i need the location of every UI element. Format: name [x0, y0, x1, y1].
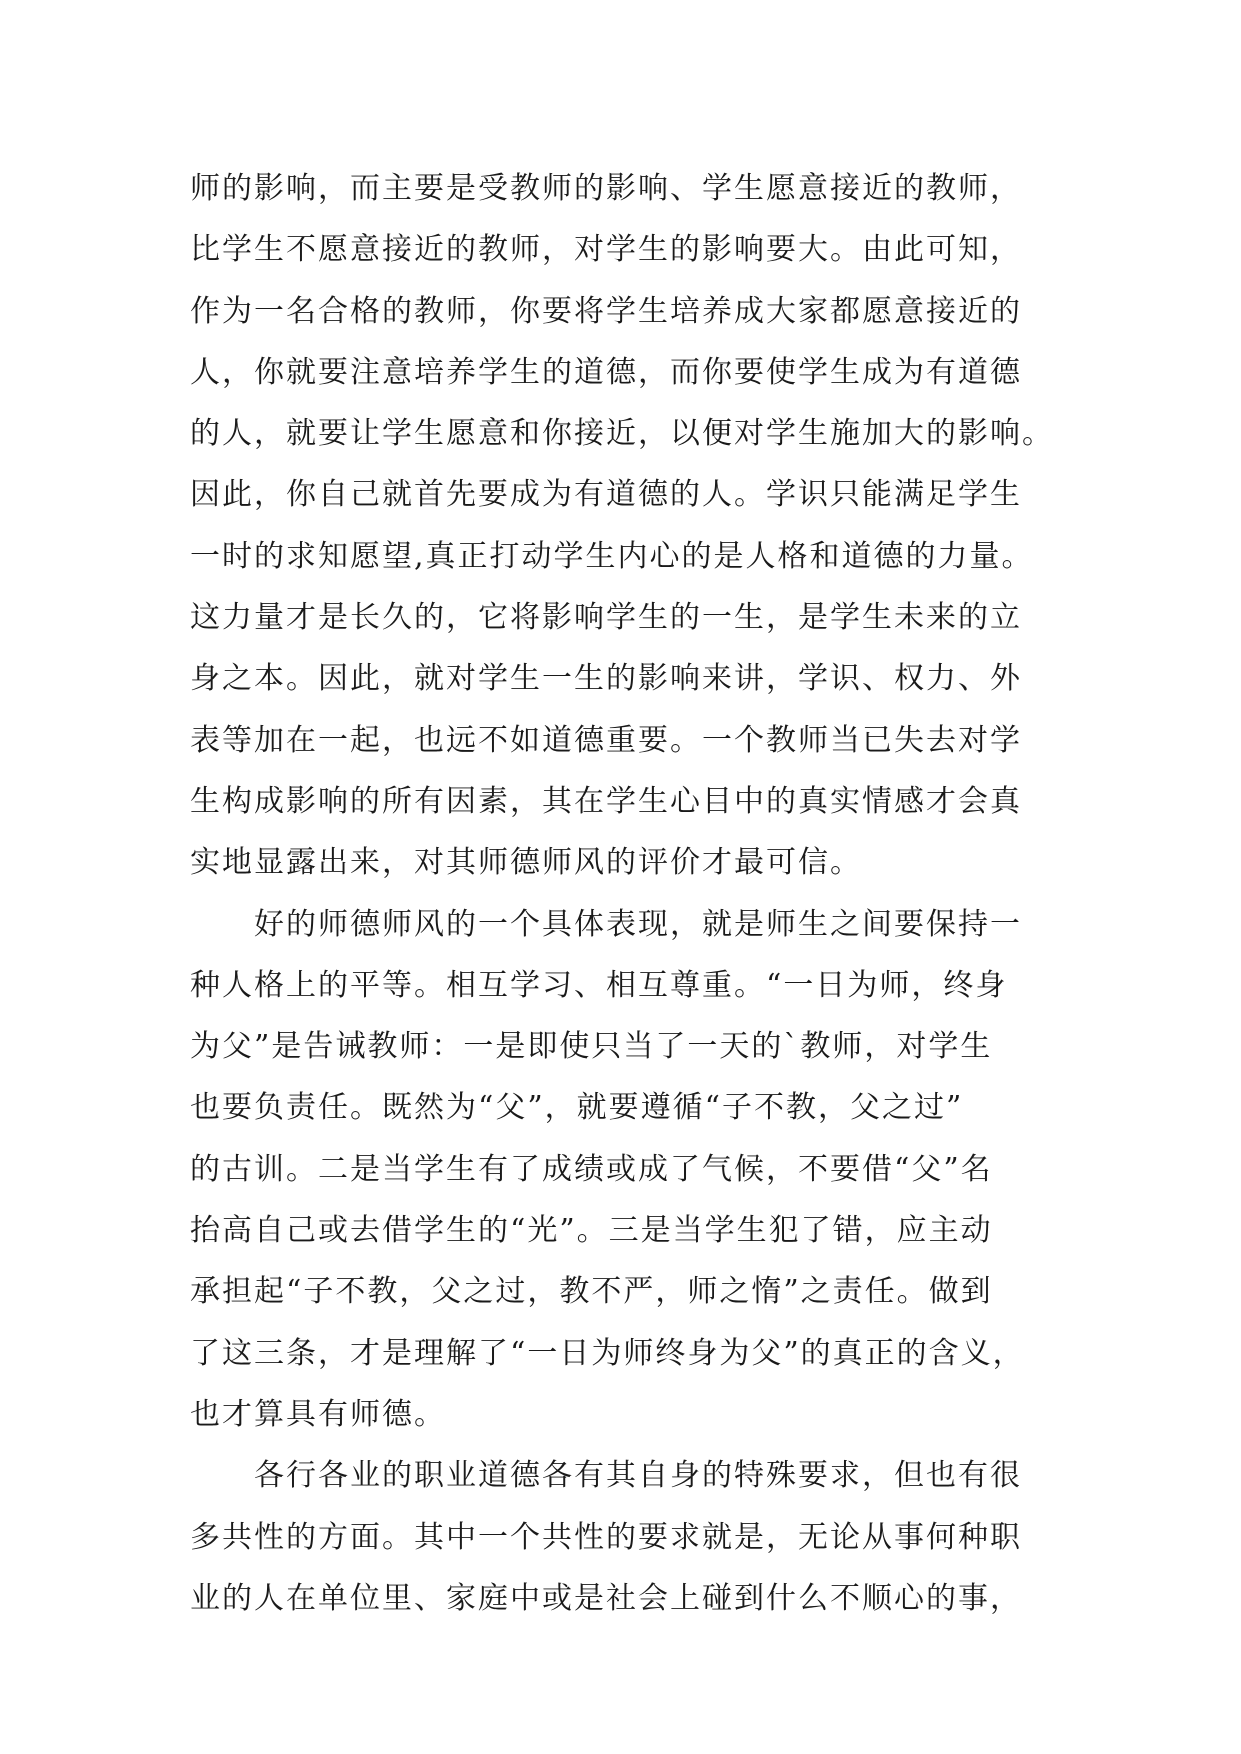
text-line: 也要负责任。既然为“父”，就要遵循“子不教，父之过”	[190, 1090, 964, 1126]
text-line: 的人，就要让学生愿意和你接近，以便对学生施加大的影响。	[190, 416, 1054, 452]
text-line: 身之本。因此，就对学生一生的影响来讲，学识、权力、外	[190, 661, 1022, 697]
text-line: 这力量才是长久的，它将影响学生的一生，是学生未来的立	[190, 600, 1022, 636]
text-line: 的古训。二是当学生有了成绩或成了气候，不要借“父”名	[190, 1151, 993, 1187]
text-line: 好的师德师风的一个具体表现，就是师生之间要保持一	[254, 906, 1022, 942]
text-line: 多共性的方面。其中一个共性的要求就是，无论从事何种职	[190, 1519, 1022, 1555]
text-line: 师的影响，而主要是受教师的影响、学生愿意接近的教师，	[190, 171, 1022, 206]
text-line: 抬高自己或去借学生的“光”。三是当学生犯了错，应主动	[190, 1213, 993, 1249]
document-body	[190, 158, 1060, 1629]
text-line: 承担起“子不教，父之过，教不严，师之惰”之责任。做到	[190, 1274, 993, 1310]
text-line: 生构成影响的所有因素，其在学生心目中的真实情感才会真	[190, 783, 1022, 819]
text-line: 因此，你自己就首先要成为有道德的人。学识只能满足学生	[190, 477, 1022, 513]
text-line: 表等加在一起，也远不如道德重要。一个教师当已失去对学	[190, 722, 1022, 758]
text-line: 人，你就要注意培养学生的道德，而你要使学生成为有道德	[190, 354, 1022, 390]
text-line: 种人格上的平等。相互学习、相互尊重。“一日为师，终身	[190, 967, 1008, 1003]
text-line: 实地显露出来，对其师德师风的评价才最可信。	[190, 845, 862, 881]
text-line: 也才算具有师德。	[190, 1396, 446, 1432]
text-line: 业的人在单位里、家庭中或是社会上碰到什么不顺心的事，	[190, 1580, 1022, 1616]
text-line: 作为一名合格的教师，你要将学生培养成大家都愿意接近的	[190, 293, 1022, 329]
text-line: 比学生不愿意接近的教师，对学生的影响要大。由此可知，	[190, 232, 1022, 268]
text-line: 一时的求知愿望,真正打动学生内心的是人格和道德的力量。	[190, 538, 1034, 574]
text-line: 了这三条，才是理解了“一日为师终身为父”的真正的含义，	[190, 1335, 1025, 1371]
text-line: 为父”是告诫教师：一是即使只当了一天的`教师，对学生	[190, 1029, 993, 1065]
text-line: 各行各业的职业道德各有其自身的特殊要求，但也有很	[254, 1458, 1022, 1494]
